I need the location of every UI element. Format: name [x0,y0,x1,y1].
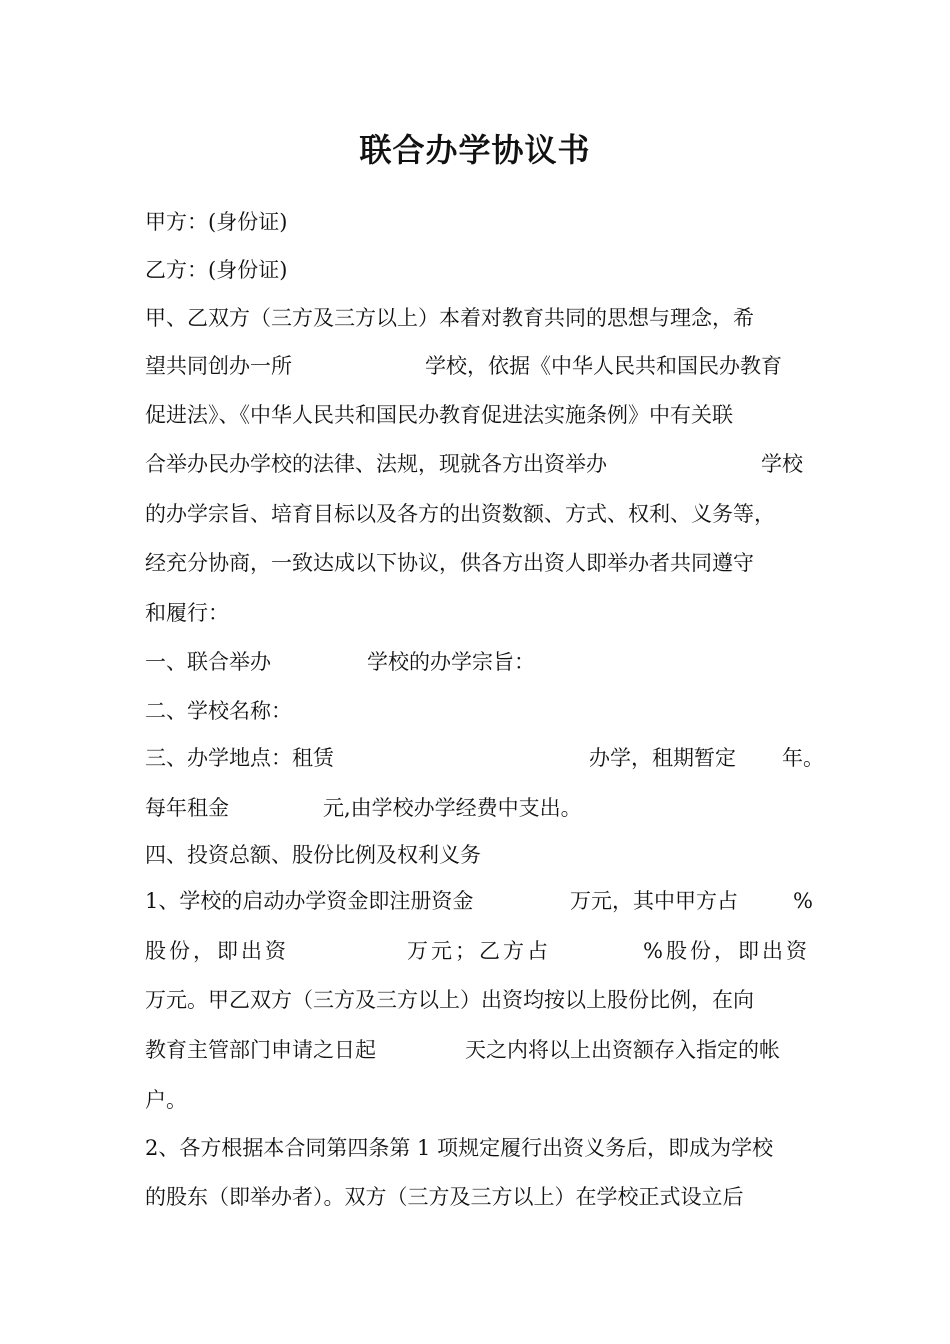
clause-1-line-1-middle: 万元，其中甲方占 [570,889,738,913]
clause-1-line-2-middle: 万元；乙方占 [407,939,551,963]
clause-1-line-1-start: 1、学校的启动办学资金即注册资金 [145,889,474,913]
section-3-end: 年。 [782,746,824,770]
clause-1-line-4-end: 天之内将以上出资额存入指定的帐 [465,1038,780,1062]
intro-line-6: 经充分协商，一致达成以下协议，供各方出资人即举办者共同遵守 [145,551,754,575]
section-1-end: 学校的办学宗旨： [367,650,535,674]
clause-2-line-2: 的股东（即举办者）。双方（三方及三方以上）在学校正式设立后 [145,1185,744,1209]
section-4-heading: 四、投资总额、股份比例及权利义务 [145,843,481,867]
intro-line-4-end: 学校 [761,452,803,476]
section-3-rent-end: 元,由学校办学经费中支出。 [323,796,582,820]
section-1-start: 一、联合举办 [145,650,271,674]
intro-line-4-start: 合举办民办学校的法律、法规，现就各方出资举办 [145,452,607,476]
intro-line-3: 促进法》、《中华人民共和国民办教育促进法实施条例》中有关联 [145,403,733,427]
intro-line-1: 甲、乙双方（三方及三方以上）本着对教育共同的思想与理念，希 [145,306,754,330]
section-3-rent-start: 每年租金 [145,796,229,820]
clause-1-line-2-end: %股份，即出资 [643,939,810,963]
intro-line-7: 和履行： [145,601,229,625]
section-3-middle: 办学，租期暂定 [589,746,736,770]
clause-1-line-2-start: 股份，即出资 [145,939,289,963]
clause-1-line-5: 户。 [145,1088,187,1112]
party-a-line: 甲方：(身份证) [145,210,288,234]
document-title: 联合办学协议书 [359,131,591,169]
section-2-heading: 二、学校名称： [145,699,292,723]
clause-1-line-1-end: % [793,889,813,913]
intro-line-2-end: 学校，依据《中华人民共和国民办教育 [425,354,782,378]
clause-1-line-3: 万元。甲乙双方（三方及三方以上）出资均按以上股份比例，在向 [145,988,754,1012]
section-3-start: 三、办学地点：租赁 [145,746,334,770]
intro-line-2-start: 望共同创办一所 [145,354,292,378]
clause-1-line-4-start: 教育主管部门申请之日起 [145,1038,376,1062]
party-b-line: 乙方：(身份证) [145,258,288,282]
intro-line-5: 的办学宗旨、培育目标以及各方的出资数额、方式、权利、义务等， [145,502,775,526]
clause-2-line-1: 2、各方根据本合同第四条第 1 项规定履行出资义务后，即成为学校 [145,1136,774,1160]
